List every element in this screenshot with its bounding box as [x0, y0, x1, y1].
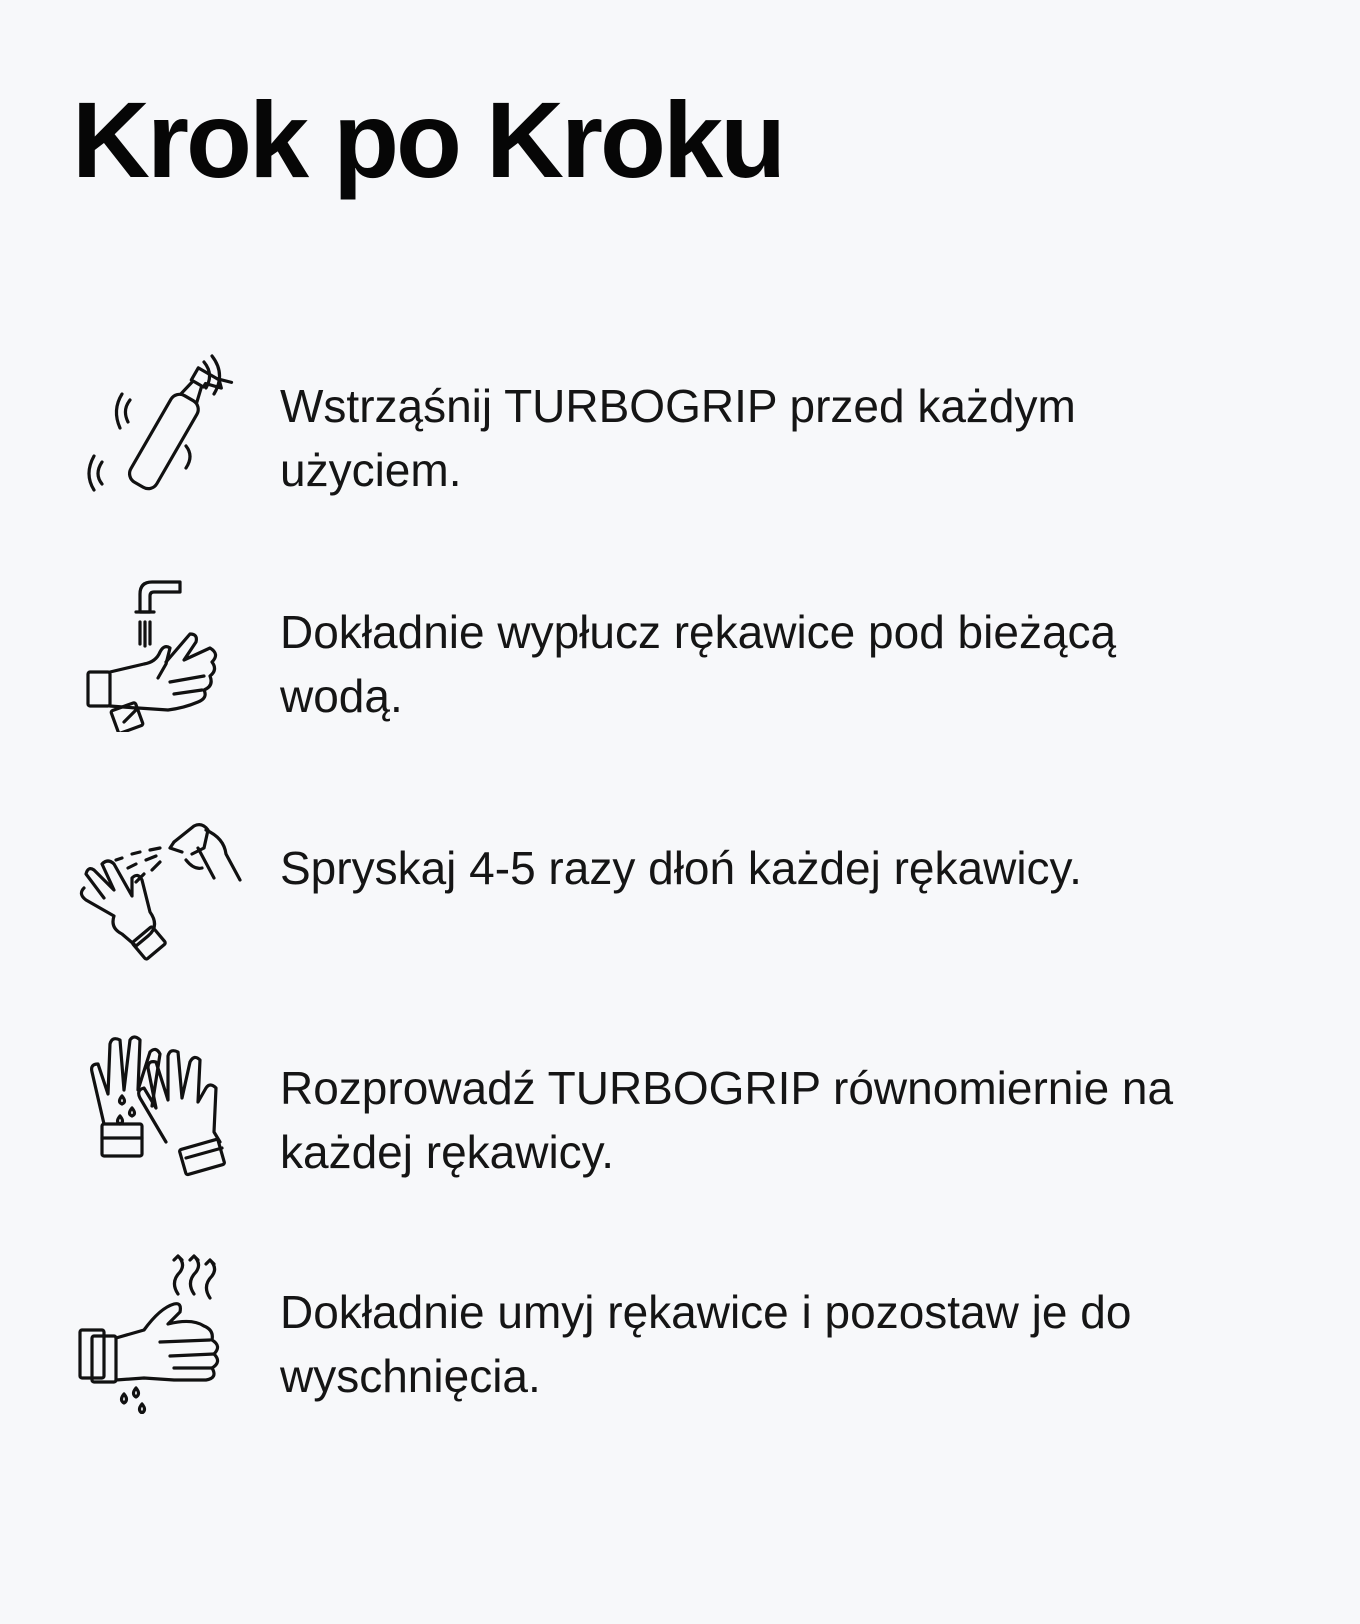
shake-spray-bottle-icon	[74, 350, 244, 510]
rub-gloves-together-icon	[74, 1032, 244, 1192]
step-3-text: Spryskaj 4-5 razy dłoń każdej rękawicy.	[280, 842, 1082, 894]
step-5	[0, 1254, 1360, 1454]
step-5-text: Dokładnie umyj rękawice i pozostaw je do wyschnięcia.	[280, 1286, 1132, 1402]
step-2	[0, 572, 1360, 772]
step-2-text: Dokładnie wypłucz rękawice pod bieżącą wodą.	[280, 606, 1117, 722]
step-1	[0, 350, 1360, 550]
step-3	[0, 808, 1360, 1008]
step-1-text: Wstrząśnij TURBOGRIP przed każdym użyciem.	[280, 380, 1076, 496]
rinse-gloves-under-tap-icon	[74, 572, 244, 732]
page-title: Krok po Kroku	[72, 79, 784, 200]
step-4	[0, 1032, 1360, 1232]
step-4-text: Rozprowadź TURBOGRIP równomiernie na każdej rękawicy.	[280, 1062, 1174, 1178]
dry-gloves-icon	[74, 1254, 244, 1414]
spray-glove-palm-icon	[74, 808, 244, 968]
